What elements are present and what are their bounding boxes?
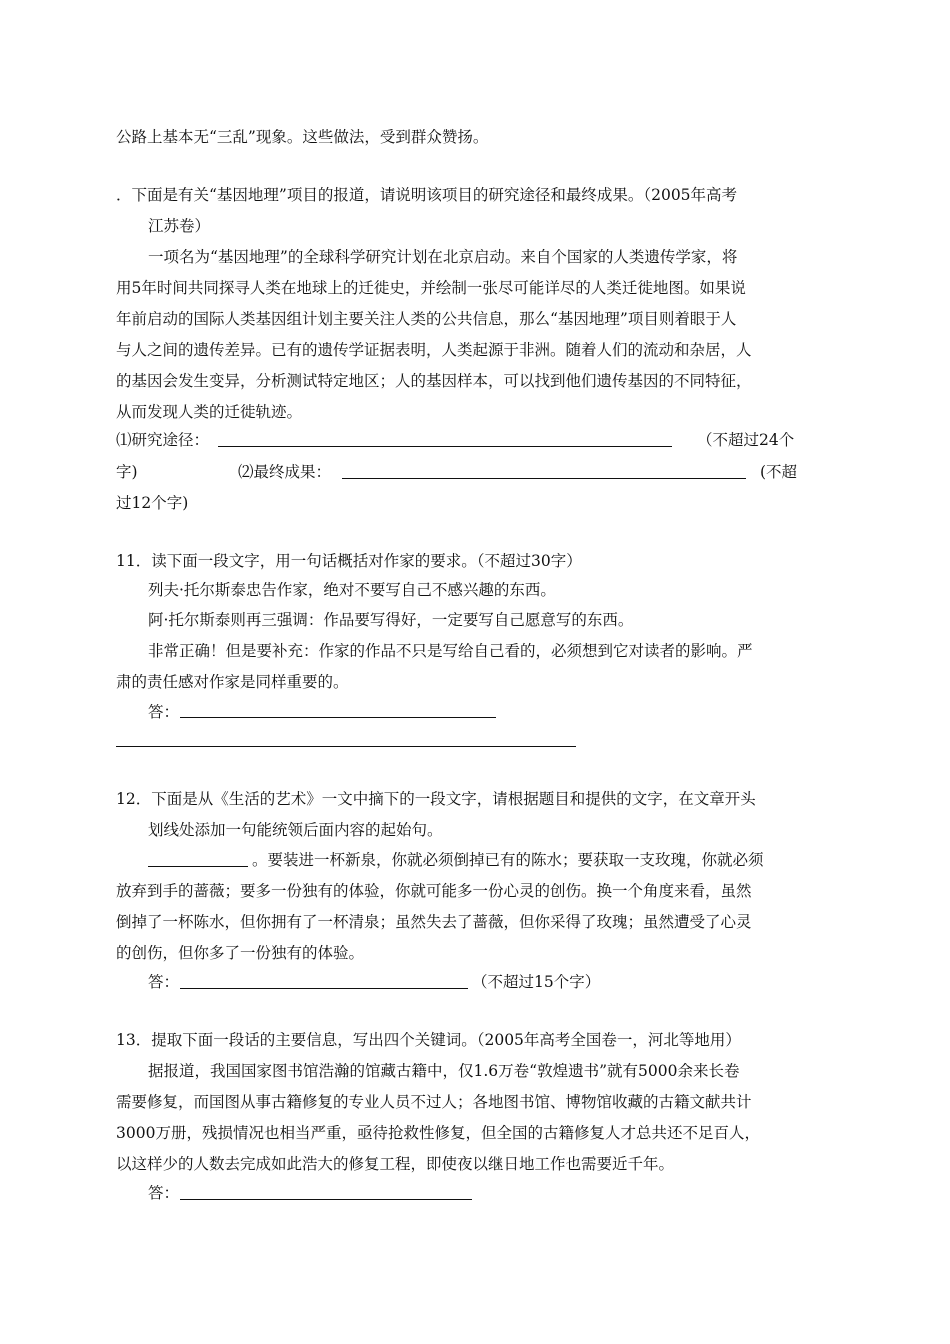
q12-prompt-line-1: 12．下面是从《生活的艺术》一文中摘下的一段文字，请根据题目和提供的文字，在文章开头 xyxy=(116,790,756,808)
q10-sub2-limit-cont: 过12个字) xyxy=(116,494,189,512)
intro-tail-text: 公路上基本无“三乱”现象。这些做法，受到群众赞扬。 xyxy=(116,128,489,146)
q13-passage-line-3: 3000万册，残损情况也相当严重，亟待抢救性修复，但全国的古籍修复人才总共还不足百人， xyxy=(116,1124,760,1142)
q10-passage-line-6: 从而发现人类的迁徙轨迹。 xyxy=(116,403,303,421)
q11-answer-line-2[interactable] xyxy=(116,746,576,747)
q12-answer-limit: （不超过15个字） xyxy=(472,973,601,991)
q12-passage-first-line: 。要装进一杯新泉，你就必须倒掉已有的陈水；要获取一支玫瑰，你就必须 xyxy=(252,851,764,869)
q10-sub2-limit: (不超 xyxy=(760,463,798,481)
q10-passage-line-5: 的基因会发生变异，分析测试特定地区；人的基因样本，可以找到他们遗传基因的不同特征， xyxy=(116,372,752,390)
q10-sub1-label: ⑴研究途径： xyxy=(116,431,210,449)
q11-passage-line-3: 非常正确！但是要补充：作家的作品不只是写给自己看的，必须想到它对读者的影响。严 xyxy=(148,642,753,660)
q10-prompt-line-1: ．下面是有关“基因地理”项目的报道，请说明该项目的研究途径和最终成果。（2005年高考 xyxy=(116,186,738,204)
q11-passage-line-1: 列夫·托尔斯泰忠告作家，绝对不要写自己不感兴趣的东西。 xyxy=(148,581,556,599)
q12-prompt-line-2: 划线处添加一句能统领后面内容的起始句。 xyxy=(148,821,443,839)
q12-opening-blank[interactable] xyxy=(148,866,248,867)
q10-passage-line-3: 年前启动的国际人类基因组计划主要关注人类的公共信息，那么“基因地理”项目则着眼于人 xyxy=(116,310,737,328)
q13-prompt: 13．提取下面一段话的主要信息，写出四个关键词。（2005年高考全国卷一，河北等地用） xyxy=(116,1031,741,1049)
q10-passage-line-1: 一项名为“基因地理”的全球科学研究计划在北京启动。来自个国家的人类遗传学家，将 xyxy=(148,248,738,266)
q11-passage-line-4: 肃的责任感对作家是同样重要的。 xyxy=(116,673,349,691)
q13-answer-line[interactable] xyxy=(180,1199,472,1200)
q10-passage-line-2: 用5年时间共同探寻人类在地球上的迁徙史，并绘制一张尽可能详尽的人类迁徙地图。如果说 xyxy=(116,279,746,297)
q13-answer-label: 答： xyxy=(148,1184,180,1202)
q10-sub2-label: ⑵最终成果： xyxy=(238,463,332,481)
q10-sub1-answer-line[interactable] xyxy=(218,446,672,447)
q13-passage-line-1: 据报道，我国国家图书馆浩瀚的馆藏古籍中，仅1.6万卷“敦煌遗书”就有5000余来长卷 xyxy=(148,1062,740,1080)
q12-answer-line[interactable] xyxy=(180,988,468,989)
q12-passage-line-2: 放弃到手的蔷薇；要多一份独有的体验，你就可能多一份心灵的创伤。换一个角度来看，虽然 xyxy=(116,882,752,900)
q10-passage-line-4: 与人之间的遗传差异。已有的遗传学证据表明，人类起源于非洲。随着人们的流动和杂居，人 xyxy=(116,341,752,359)
q10-sub1-limit: （不超过24个 xyxy=(697,431,795,449)
q11-prompt: 11．读下面一段文字，用一句话概括对作家的要求。（不超过30字） xyxy=(116,552,582,570)
q12-passage-line-3: 倒掉了一杯陈水，但你拥有了一杯清泉；虽然失去了蔷薇，但你采得了玫瑰；虽然遭受了心灵 xyxy=(116,913,752,931)
q11-answer-line-1[interactable] xyxy=(180,717,496,718)
q12-passage-line-4: 的创伤，但你多了一份独有的体验。 xyxy=(116,944,365,962)
q10-sub2-answer-line[interactable] xyxy=(342,478,746,479)
q12-answer-label: 答： xyxy=(148,973,180,991)
q11-passage-line-2: 阿·托尔斯泰则再三强调：作品要写得好，一定要写自己愿意写的东西。 xyxy=(148,611,634,629)
q10-prompt-line-2: 江苏卷） xyxy=(148,217,211,235)
q10-sub1-limit-cont: 字) xyxy=(116,463,138,481)
q13-passage-line-2: 需要修复，而国图从事古籍修复的专业人员不过人；各地图书馆、博物馆收藏的古籍文献共计 xyxy=(116,1093,752,1111)
q11-answer-label: 答： xyxy=(148,703,180,721)
q13-passage-line-4: 以这样少的人数去完成如此浩大的修复工程，即使夜以继日地工作也需要近千年。 xyxy=(116,1155,675,1173)
